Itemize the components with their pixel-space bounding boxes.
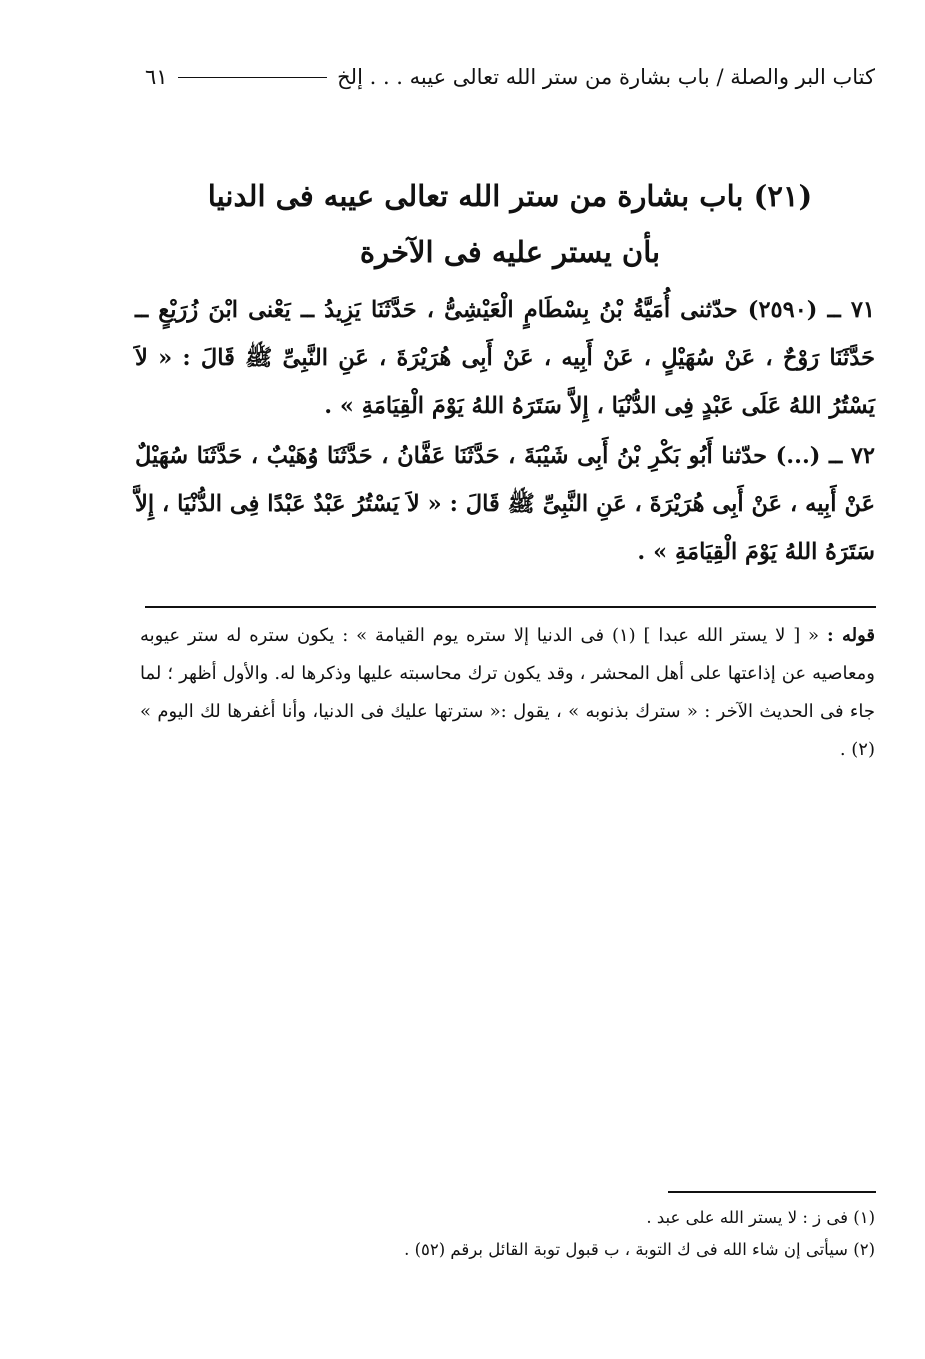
chapter-title-line-1: (٢١) باب بشارة من ستر الله تعالى عيبه فى الدنيا <box>207 179 813 213</box>
chapter-heading <box>145 168 875 280</box>
header-rule <box>178 77 328 78</box>
footnotes <box>300 1202 875 1266</box>
commentary-text: « [ لا يستر الله عبدا ] (١) فى الدنيا إلا ستره يوم القيامة » : يكون ستره له ستر عيوبه ومعاصيه عن إذاعتها على أهل المحشر ، وقد يكون ترك محاسبته عليها وذكرها له. والأول أظهر ؛ لما جاء فى الحديث الآخر : « سترك بذنوبه » ، يقول :« سترتها عليك فى الدنيا، وأنا أغفرها لك اليوم » (٢) . <box>140 625 875 760</box>
page-number: ٦١ <box>145 65 168 89</box>
hadith-71: ٧١ ــ (٢٥٩٠) حدّثنى أُمَيَّةُ بْنُ بِسْطَامٍ الْعَيْشِىُّ ، حَدَّثَنَا يَزِيدُ ــ يَعْنى ابْنَ زُرَيْعٍ ــ حَدَّثَنَا رَوْحٌ ، عَنْ سُهَيْلٍ ، عَنْ أَبِيه ، عَنْ أَبِى هُرَيْرَةَ ، عَنِ النَّبِىِّ ﷺ قَالَ : « لاَ يَسْتُرُ اللهُ عَلَى عَبْدٍ فِى الدُّنْيَا ، إِلاَّ سَتَرَهُ اللهُ يَوْمَ الْقِيَامَةِ » . <box>135 297 875 419</box>
running-header <box>145 62 875 92</box>
commentary-lead: قوله : <box>826 625 876 646</box>
footnote-1: (١) فى ز : لا يستر الله على عبد . <box>646 1208 875 1227</box>
footnote-2: (٢) سيأتى إن شاء الله فى ك التوبة ، ب قبول توبة القائل برقم (٥٢) . <box>404 1240 875 1259</box>
hadith-72: ٧٢ ــ (...) حدّثنا أَبُو بَكْرِ بْنُ أَبِى شَيْبَةَ ، حَدَّثَنَا عَفَّانُ ، حَدَّثَنَا وُهَيْبٌ ، حَدَّثَنَا سُهَيْلٌ عَنْ أَبِيه ، عَنْ أَبِى هُرَيْرَةَ ، عَنِ النَّبِىِّ ﷺ قَالَ : « لاَ يَسْتُرُ عَبْدٌ عَبْدًا فِى الدُّنْيَا ، إِلاَّ سَتَرَهُ اللهُ يَوْمَ الْقِيَامَةِ » . <box>135 443 875 565</box>
footnote-rule <box>668 1191 876 1193</box>
running-title: كتاب البر والصلة / باب بشارة من ستر الله تعالى عيبه . . . إلخ <box>337 65 875 89</box>
commentary <box>140 617 875 769</box>
chapter-title-line-2: بأن يستر عليه فى الآخرة <box>359 235 661 269</box>
body-separator-rule <box>145 606 876 608</box>
